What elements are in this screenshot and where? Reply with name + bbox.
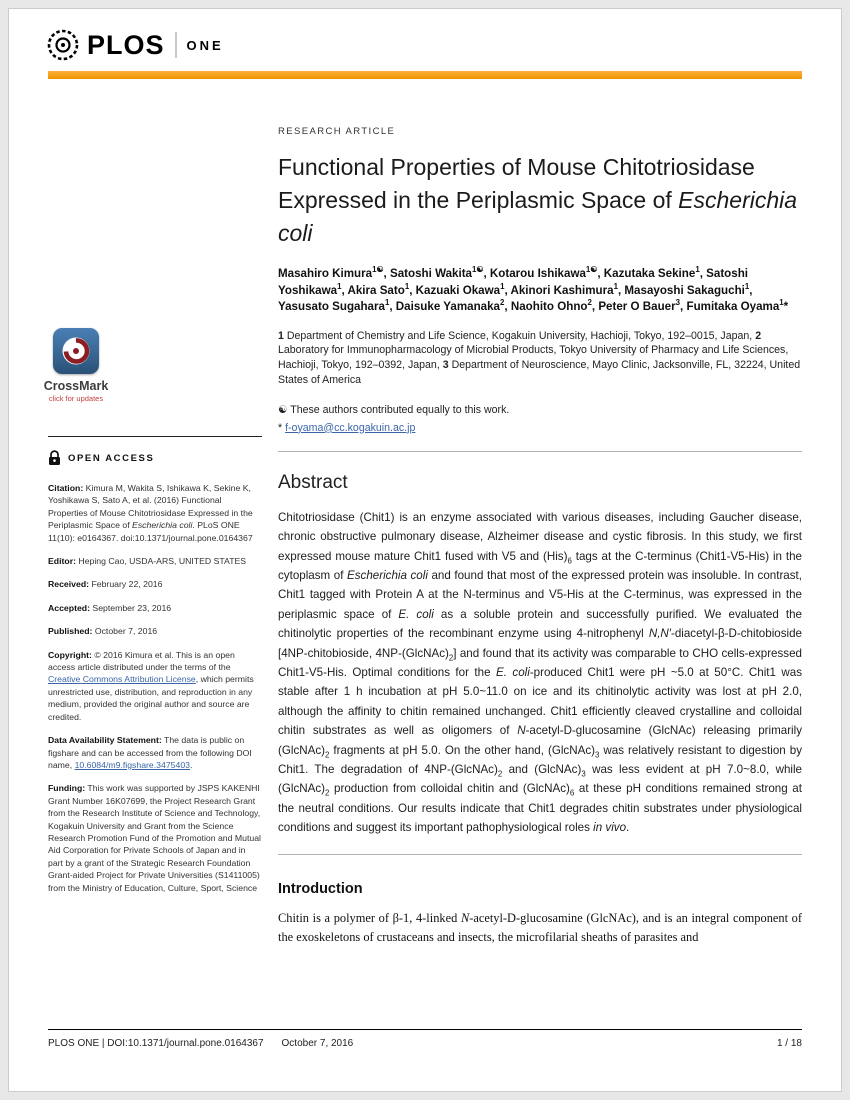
introduction-divider bbox=[278, 854, 802, 855]
published-note: Published: October 7, 2016 bbox=[48, 626, 158, 637]
data-availability-note: Data Availability Statement: The data is public on figshare and can be accessed from the following DOI name, 10.6084/m9.figshare.3475403. bbox=[48, 735, 252, 770]
crossmark-ring-icon bbox=[61, 336, 91, 366]
crossmark-subtitle: click for updates bbox=[48, 394, 104, 403]
abstract-divider bbox=[278, 451, 802, 452]
author-list: Masahiro Kimura$^{1☯}$, Satoshi Wakita$^{1☯}$, Kotarou Ishikawa$^{1☯}$, Kazutaka Sekine$^1$, Satoshi Yoshikawa$^1$, Akira Sato$^1$, Kazuaki Okawa$^1$, Akinori Kashimura$^1$, Masayoshi Sakaguchi$^1$, Yasusato Sugahara$^1$, Daisuke Yamanaka$^2$, Naohito Ohno$^2$, Peter O Bauer$^3$, Fumitaka Oyama$^1$* bbox=[278, 265, 789, 313]
footer-rule bbox=[48, 1029, 802, 1030]
equal-contribution-note: ☯ These authors contributed equally to this work. bbox=[278, 403, 510, 416]
introduction-text: Chitin is a polymer of β-1, 4-linked N-acetyl-D-glucosamine (GlcNAc), and is an integral component of the exoskeletons of crustaceans and insects, the microfilarial sheaths of parasites and bbox=[278, 910, 802, 945]
article-title: Functional Properties of Mouse Chitotriosidase Expressed in the Periplasmic Space of Escherichia coli bbox=[278, 154, 798, 246]
plos-logo-icon bbox=[46, 28, 80, 62]
footer bbox=[48, 1038, 802, 1049]
sidebar-top-rule bbox=[48, 436, 262, 437]
cc-license-link[interactable]: Creative Commons Attribution License bbox=[48, 674, 196, 685]
abstract-heading: Abstract bbox=[278, 471, 348, 493]
open-access-label: OPEN ACCESS bbox=[68, 452, 155, 464]
citation-note: Citation: Kimura M, Wakita S, Ishikawa K, Sekine K, Yoshikawa S, Sato A, et al. (2016) Functional Properties of Mouse Chitotriosidase Expressed in the Periplasmic Space of Escherichia coli. PLoS ONE 11(10): e0164367. doi:10.1371/journal.pone.0164367 bbox=[48, 483, 253, 543]
crossmark-label: CrossMark bbox=[43, 379, 109, 393]
brand-one-text: ONE bbox=[186, 37, 224, 53]
open-access-lock-icon bbox=[48, 450, 61, 466]
introduction-heading: Introduction bbox=[278, 880, 363, 897]
brand-divider bbox=[175, 32, 177, 58]
accepted-note: Accepted: September 23, 2016 bbox=[48, 602, 172, 613]
footer-date: October 7, 2016 bbox=[281, 1038, 354, 1049]
figshare-doi-link[interactable]: 10.6084/m9.figshare.3475403 bbox=[74, 759, 191, 770]
footer-page-number: 1 / 18 bbox=[776, 1038, 802, 1049]
article-main bbox=[278, 126, 802, 948]
editor-note: Editor: Heping Cao, USDA-ARS, UNITED STATES bbox=[48, 556, 247, 567]
article-type-label: RESEARCH ARTICLE bbox=[278, 126, 396, 137]
abstract-text: Chitotriosidase (Chit1) is an enzyme associated with various diseases, including Gaucher disease, chronic obstructive pulmonary disease, Alzheimer disease and cystic fibrosis. In this study, we first expressed mouse mature Chit1 fused with V5 and $(His)_6$ tags at the C-terminus (Chit1-V5-His) in the cytoplasm of Escherichia coli and found that most of the expressed protein was insoluble. In contrast, Chit1 tagged with Protein A at the N-terminus and V5-His at the C-terminus, was expressed in the periplasmic space of E. coli as a soluble protein and successfully purified. We evaluated the chitinolytic properties of the recombinant enzyme using 4-nitrophenyl N,N′-diacetyl-β-D-chitobioside [4NP-chitobioside, $4NP-(GlcNAc)_2$] and found that its activity was comparable to CHO cells-expressed Chit1-V5-His. Optimal conditions for the E. coli-produced Chit1 were pH ~5.0 at 50°C. Chit1 was stable after 1 h incubation at pH 5.0~11.0 on ice and its chitinolytic activity was lost at pH 2.0, although the affinity to chitin remained unchanged. Chit1 efficiently cleaved crystalline and colloidal chitin substrates as well as oligomers of N-acetyl-D-glucosamine (GlcNAc) releasing primarily $(GlcNAc)_2$ fragments at pH 5.0. On the other hand, $(GlcNAc)_3$ was relatively resistant to digestion by Chit1. The degradation of $4NP-(GlcNAc)_2$ and $(GlcNAc)_3$ was less evident at pH 7.0~8.0, while $(GlcNAc)_2$ production from colloidal chitin and $(GlcNAc)_6$ at these pH conditions remained strong at the neutral conditions. Our results indicate that Chit1 degrades chitin substrates under physiological conditions and suggest its important pathophysiological roles in vivo. bbox=[278, 510, 803, 835]
received-note: Received: February 22, 2016 bbox=[48, 579, 163, 590]
funding-note: Funding: This work was supported by JSPS KAKENHI Grant Number 16K07699, the Project Research Grant from the Research Institute of Science and Technology, Kogakuin University and Grant from the Science Research Promotion Fund of the Promotion and Mutual Aid Corporation for Private Schools of Japan and in part by a grant of the Strategic Research Foundation Grant-aided Project for Private Universities (S1411005) from the Ministry of Education, Culture, Sport, Science bbox=[48, 783, 261, 893]
open-access-row bbox=[48, 450, 262, 466]
footer-citation: PLOS ONE | DOI:10.1371/journal.pone.0164367 bbox=[48, 1038, 264, 1049]
crossmark-badge[interactable] bbox=[30, 328, 122, 403]
footer-citation-group bbox=[48, 1038, 353, 1049]
affiliations: 1 Department of Chemistry and Life Science, Kogakuin University, Hachioji, Tokyo, 192–0015, Japan, 2 Laboratory for Immunopharmacology of Microbial Products, Tokyo University of Pharmacy and Life Sciences, Hachioji, Tokyo, 192–0392, Japan, 3 Department of Neuroscience, Mayo Clinic, Jacksonville, FL, 32224, United States of America bbox=[278, 329, 801, 386]
corresponding-author-line bbox=[278, 421, 802, 435]
corresponding-marker: * bbox=[278, 421, 283, 434]
sidebar-metadata bbox=[48, 436, 262, 905]
brand-plos-text: PLOS bbox=[87, 29, 165, 60]
corresponding-email-link[interactable]: f-oyama@cc.kogakuin.ac.jp bbox=[285, 421, 416, 434]
plos-one-logo bbox=[46, 28, 224, 62]
copyright-note: Copyright: © 2016 Kimura et al. This is an open access article distributed under the terms of the Creative Commons Attribution License, which permits unrestricted use, distribution, and reproduction in any medium, provided the original author and source are credited. bbox=[48, 649, 254, 722]
crossmark-icon bbox=[53, 328, 99, 374]
header-accent-bar bbox=[48, 71, 802, 79]
